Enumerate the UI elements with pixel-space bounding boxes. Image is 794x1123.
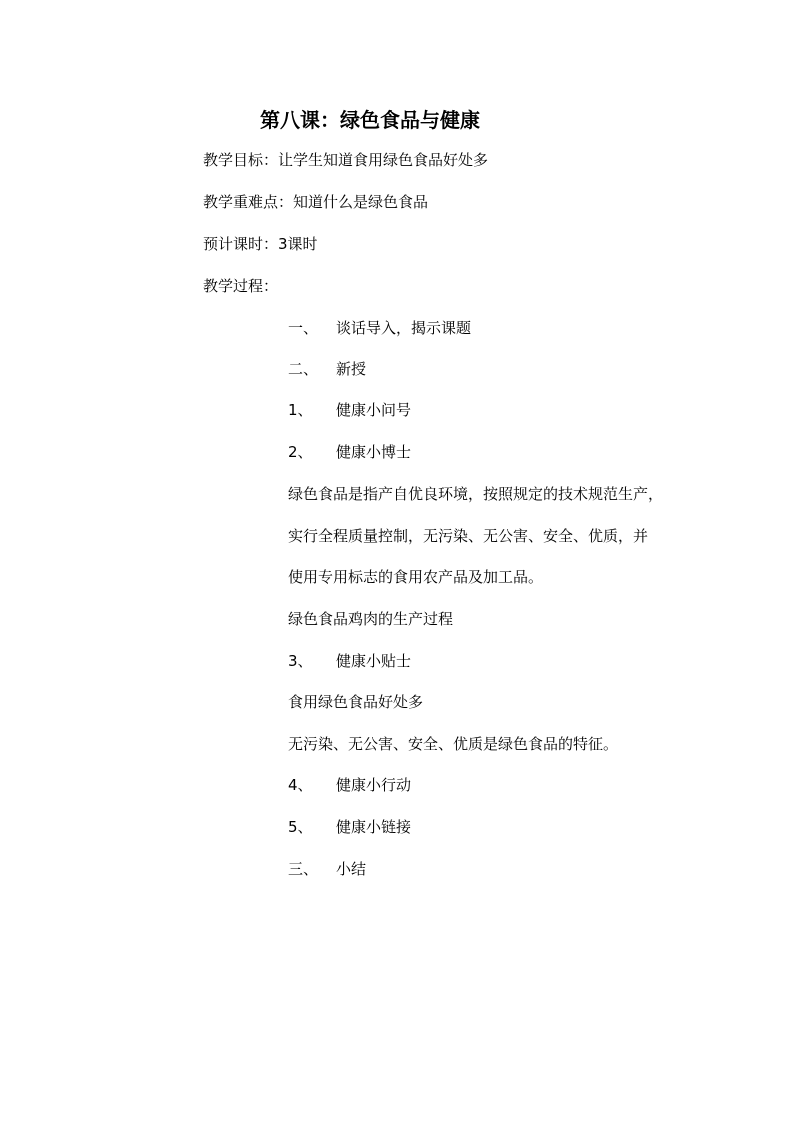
item-text: 小结 xyxy=(336,860,367,878)
definition-line: 绿色食品是指产自优良环境，按照规定的技术规范生产， xyxy=(288,485,664,503)
item-number: 5、 xyxy=(288,818,313,836)
item-number: 2、 xyxy=(288,443,313,461)
item-text: 健康小问号 xyxy=(336,401,412,419)
item-text: 健康小博士 xyxy=(336,443,412,461)
definition-line: 使用专用标志的食用农产品及加工品。 xyxy=(288,568,544,586)
item-number: 4、 xyxy=(288,776,313,794)
key-points: 教学重难点：知道什么是绿色食品 xyxy=(203,193,429,211)
item-text: 新授 xyxy=(336,360,367,378)
item-text: 健康小行动 xyxy=(336,776,412,794)
item-number: 1、 xyxy=(288,401,313,419)
features-line: 无污染、无公害、安全、优质是绿色食品的特征。 xyxy=(288,735,619,753)
benefits-line: 食用绿色食品好处多 xyxy=(288,693,424,711)
item-number: 二、 xyxy=(288,360,319,378)
definition-line: 实行全程质量控制，无污染、无公害、安全、优质，并 xyxy=(288,527,649,545)
teaching-goal: 教学目标：让学生知道食用绿色食品好处多 xyxy=(203,151,489,169)
item-number: 3、 xyxy=(288,652,313,670)
item-number: 一、 xyxy=(288,319,319,337)
chicken-process: 绿色食品鸡肉的生产过程 xyxy=(288,610,454,628)
item-text: 健康小贴士 xyxy=(336,652,412,670)
item-number: 三、 xyxy=(288,860,319,878)
process-label: 教学过程： xyxy=(203,277,279,295)
lesson-title: 第八课：绿色食品与健康 xyxy=(260,108,480,132)
item-text: 健康小链接 xyxy=(336,818,412,836)
planned-hours: 预计课时：3课时 xyxy=(203,235,318,253)
item-text: 谈话导入，揭示课题 xyxy=(336,319,472,337)
